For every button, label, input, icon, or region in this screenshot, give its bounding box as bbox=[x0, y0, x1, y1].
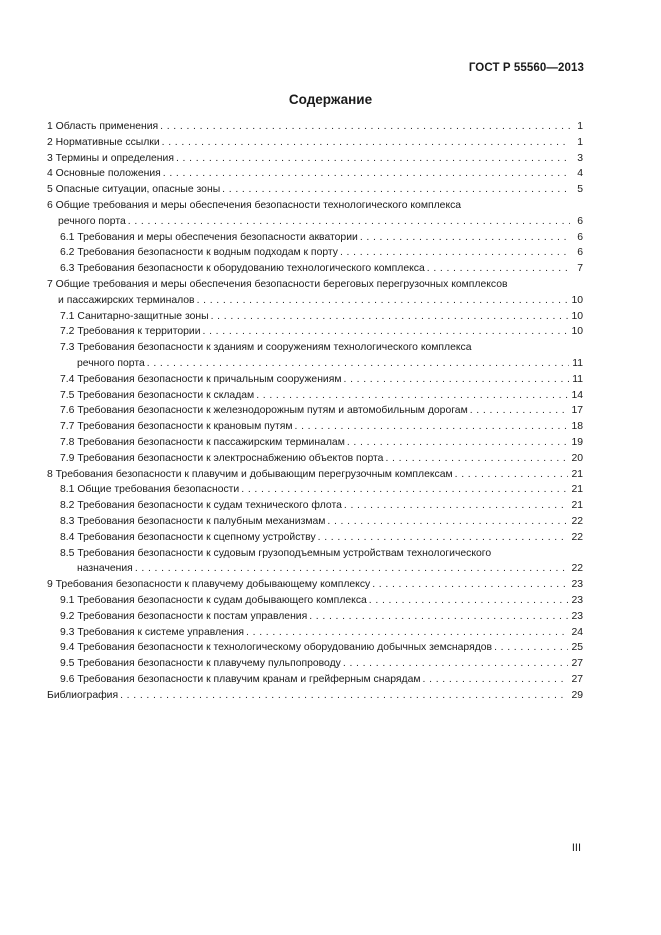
toc-entry[interactable]: 8.1 Общие требования безопасности . . . 21 bbox=[47, 482, 583, 498]
toc-entry[interactable]: 4 Основные положения . . . 4 bbox=[47, 166, 583, 182]
toc-entry[interactable]: 9.5 Требования безопасности к плавучему пульпопроводу . . . 27 bbox=[47, 656, 583, 672]
toc-entry[interactable]: 7.9 Требования безопасности к электроснабжению объектов порта . . . 20 bbox=[47, 451, 583, 467]
toc-entry[interactable]: 6 Общие требования и меры обеспечения безопасности технологического комплекса речного порта . . . 6 bbox=[47, 198, 583, 230]
toc-entry[interactable]: 6.3 Требования безопасности к оборудованию технологического комплекса . . . 7 bbox=[47, 261, 583, 277]
toc-entry[interactable]: 7.2 Требования к территории . . . 10 bbox=[47, 324, 583, 340]
toc-entry[interactable]: 8.2 Требования безопасности к судам технического флота . . . 21 bbox=[47, 498, 583, 514]
toc-entry[interactable]: 6.2 Требования безопасности к водным подходам к порту . . . 6 bbox=[47, 245, 583, 261]
toc-entry[interactable]: 7.8 Требования безопасности к пассажирским терминалам . . . 19 bbox=[47, 435, 583, 451]
toc-entry[interactable]: 3 Термины и определения . . . 3 bbox=[47, 151, 583, 167]
table-of-contents bbox=[47, 119, 583, 703]
toc-entry[interactable]: 7.4 Требования безопасности к причальным сооружениям . . . 11 bbox=[47, 372, 583, 388]
page-number: III bbox=[571, 842, 581, 854]
toc-entry[interactable]: 7.1 Санитарно-защитные зоны . . . 10 bbox=[47, 309, 583, 325]
toc-entry[interactable]: 9.3 Требования к системе управления . . . 24 bbox=[47, 625, 583, 641]
toc-entry[interactable]: 9.4 Требования безопасности к технологическому оборудованию добычных земснарядов . . . 25 bbox=[47, 640, 583, 656]
toc-entry[interactable]: 7.7 Требования безопасности к крановым путям . . . 18 bbox=[47, 419, 583, 435]
toc-entry[interactable]: 8 Требования безопасности к плавучим и добывающим перегрузочным комплексам . . . 21 bbox=[47, 467, 583, 483]
toc-entry[interactable]: 7.6 Требования безопасности к железнодорожным путям и автомобильным дорогам . . . 17 bbox=[47, 403, 583, 419]
toc-entry[interactable]: 8.5 Требования безопасности к судовым грузоподъемным устройствам технологического назначения . . . 22 bbox=[47, 546, 583, 578]
toc-entry[interactable]: 7.3 Требования безопасности к зданиям и сооружениям технологического комплекса речного порта . . . 11 bbox=[47, 340, 583, 372]
toc-entry[interactable]: 1 Область применения . . . 1 bbox=[47, 119, 583, 135]
toc-entry[interactable]: 9 Требования безопасности к плавучему добывающему комплексу . . . 23 bbox=[47, 577, 583, 593]
toc-entry[interactable]: 7.5 Требования безопасности к складам . . . 14 bbox=[47, 388, 583, 404]
toc-entry[interactable]: 9.1 Требования безопасности к судам добывающего комплекса . . . 23 bbox=[47, 593, 583, 609]
toc-entry[interactable]: 2 Нормативные ссылки . . . 1 bbox=[47, 135, 583, 151]
toc-entry[interactable]: Библиография . . . 29 bbox=[47, 688, 583, 704]
toc-entry[interactable]: 8.3 Требования безопасности к палубным механизмам . . . 22 bbox=[47, 514, 583, 530]
toc-title: Содержание bbox=[288, 92, 373, 107]
toc-entry[interactable]: 6.1 Требования и меры обеспечения безопасности акватории . . . 6 bbox=[47, 230, 583, 246]
toc-entry[interactable]: 7 Общие требования и меры обеспечения безопасности береговых перегрузочных комплексов и пассажирских терминалов . . . 10 bbox=[47, 277, 583, 309]
toc-entry[interactable]: 9.2 Требования безопасности к постам управления . . . 23 bbox=[47, 609, 583, 625]
toc-entry[interactable]: 5 Опасные ситуации, опасные зоны . . . 5 bbox=[47, 182, 583, 198]
toc-entry[interactable]: 8.4 Требования безопасности к сцепному устройству . . . 22 bbox=[47, 530, 583, 546]
document-id: ГОСТ Р 55560—2013 bbox=[468, 62, 584, 74]
toc-entry[interactable]: 9.6 Требования безопасности к плавучим кранам и грейферным снарядам . . . 27 bbox=[47, 672, 583, 688]
